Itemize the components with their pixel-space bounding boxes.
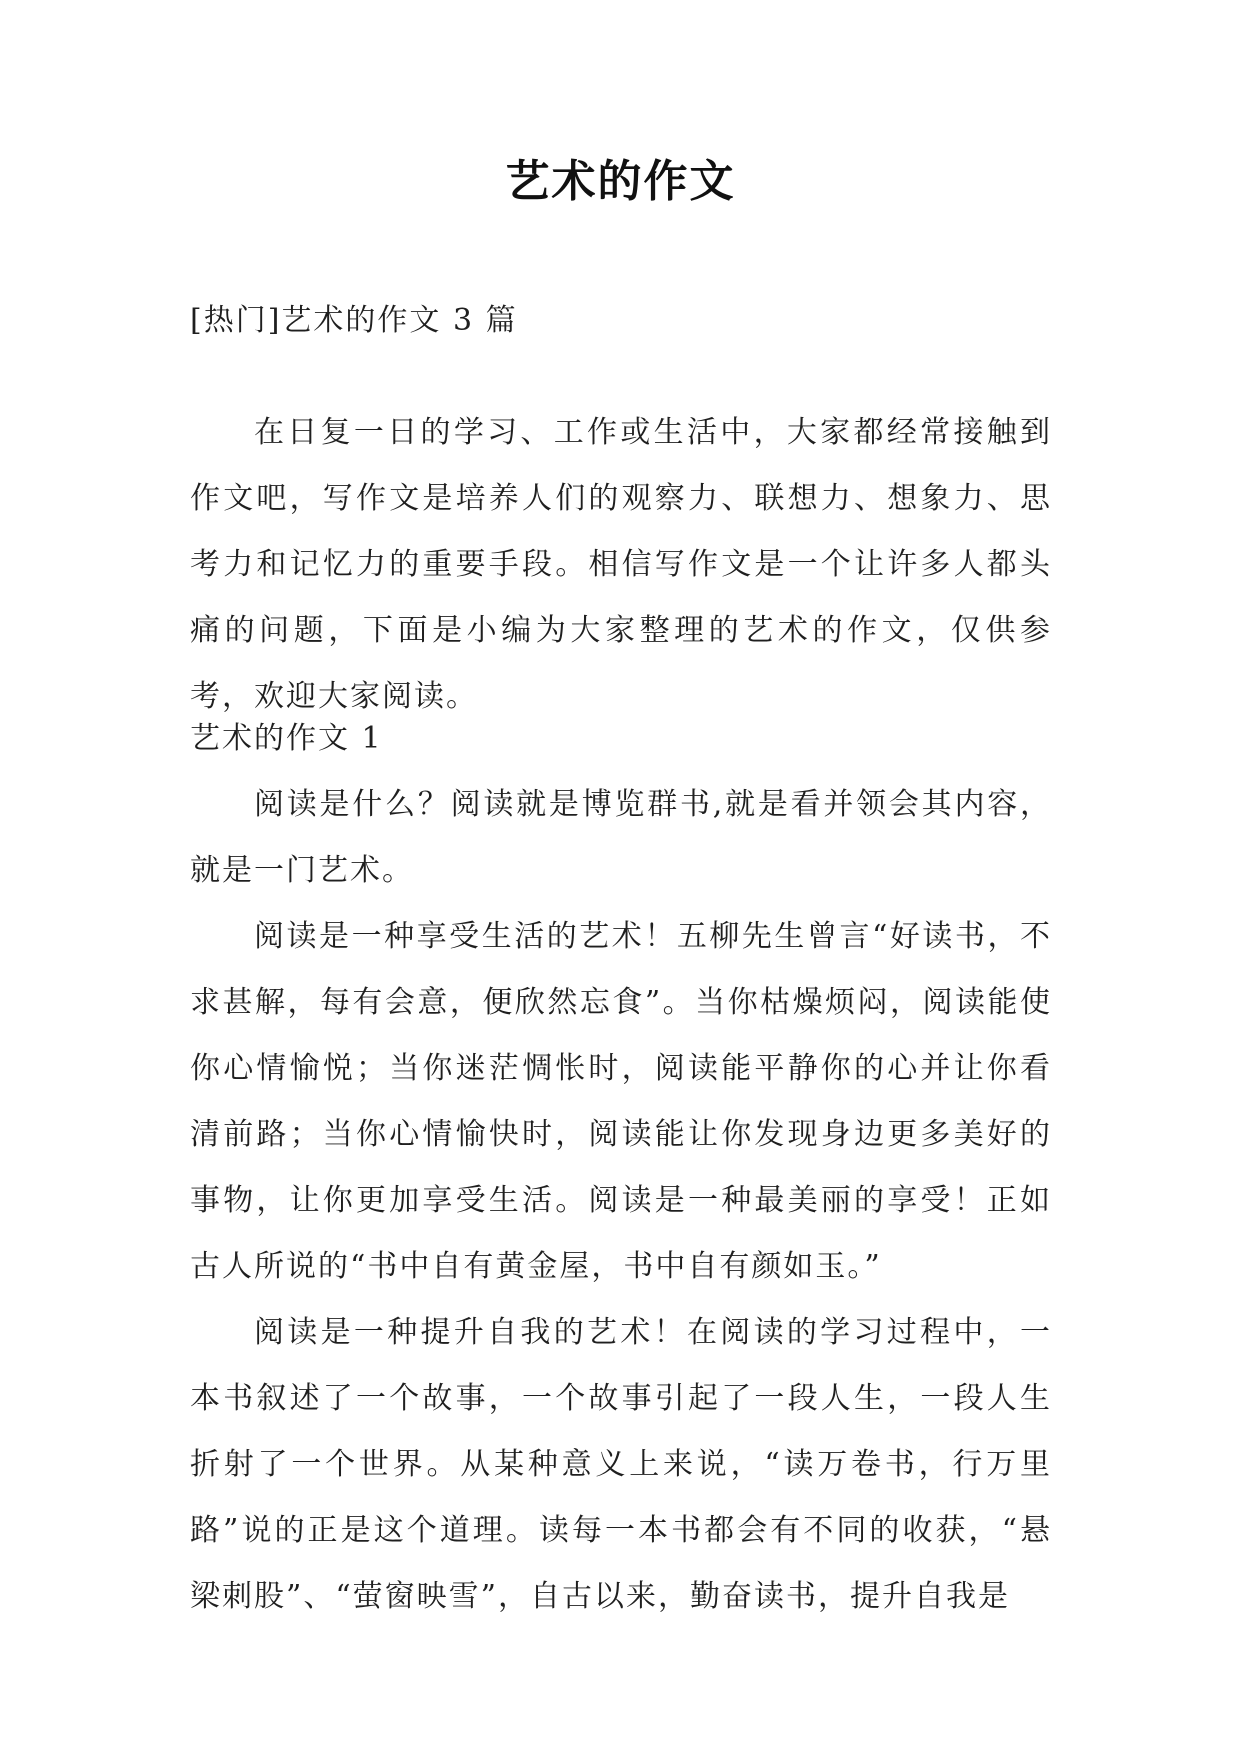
- document-subtitle: [190, 288, 1052, 354]
- intro-block: [190, 400, 1052, 730]
- body-paragraph: 阅读是一种提升自我的艺术！在阅读的学习过程中，一本书叙述了一个故事，一个故事引起了一段人生，一段人生折射了一个世界。从某种意义上来说，“读万卷书，行万里路”说的正是这个道理。读每一本书都会有不同的收获，“悬梁刺股”、“萤窗映雪”，自古以来，勤奋读书，提升自我是: [190, 1315, 1052, 1614]
- intro-paragraph: 在日复一日的学习、工作或生活中，大家都经常接触到作文吧，写作文是培养人们的观察力、联想力、想象力、思考力和记忆力的重要手段。相信写作文是一个让许多人都头痛的问题，下面是小编为大家整理的艺术的作文，仅供参考，欢迎大家阅读。: [190, 415, 1052, 714]
- subtitle-text: [热门]艺术的作文 3 篇: [190, 303, 518, 338]
- section-heading: 艺术的作文 1: [190, 721, 383, 756]
- body-paragraph: 阅读是什么？阅读就是博览群书,就是看并领会其内容，就是一门艺术。: [190, 787, 1052, 888]
- body-paragraph: 阅读是一种享受生活的艺术！五柳先生曾言“好读书，不求甚解，每有会意，便欣然忘食”。当你枯燥烦闷，阅读能使你心情愉悦；当你迷茫惆怅时，阅读能平静你的心并让你看清前路；当你心情愉快时，阅读能让你发现身边更多美好的事物，让你更加享受生活。阅读是一种最美丽的享受！正如古人所说的“书中自有黄金屋，书中自有颜如玉。”: [190, 919, 1052, 1284]
- document-title: 艺术的作文: [505, 156, 736, 207]
- essay-section: [190, 706, 1052, 1630]
